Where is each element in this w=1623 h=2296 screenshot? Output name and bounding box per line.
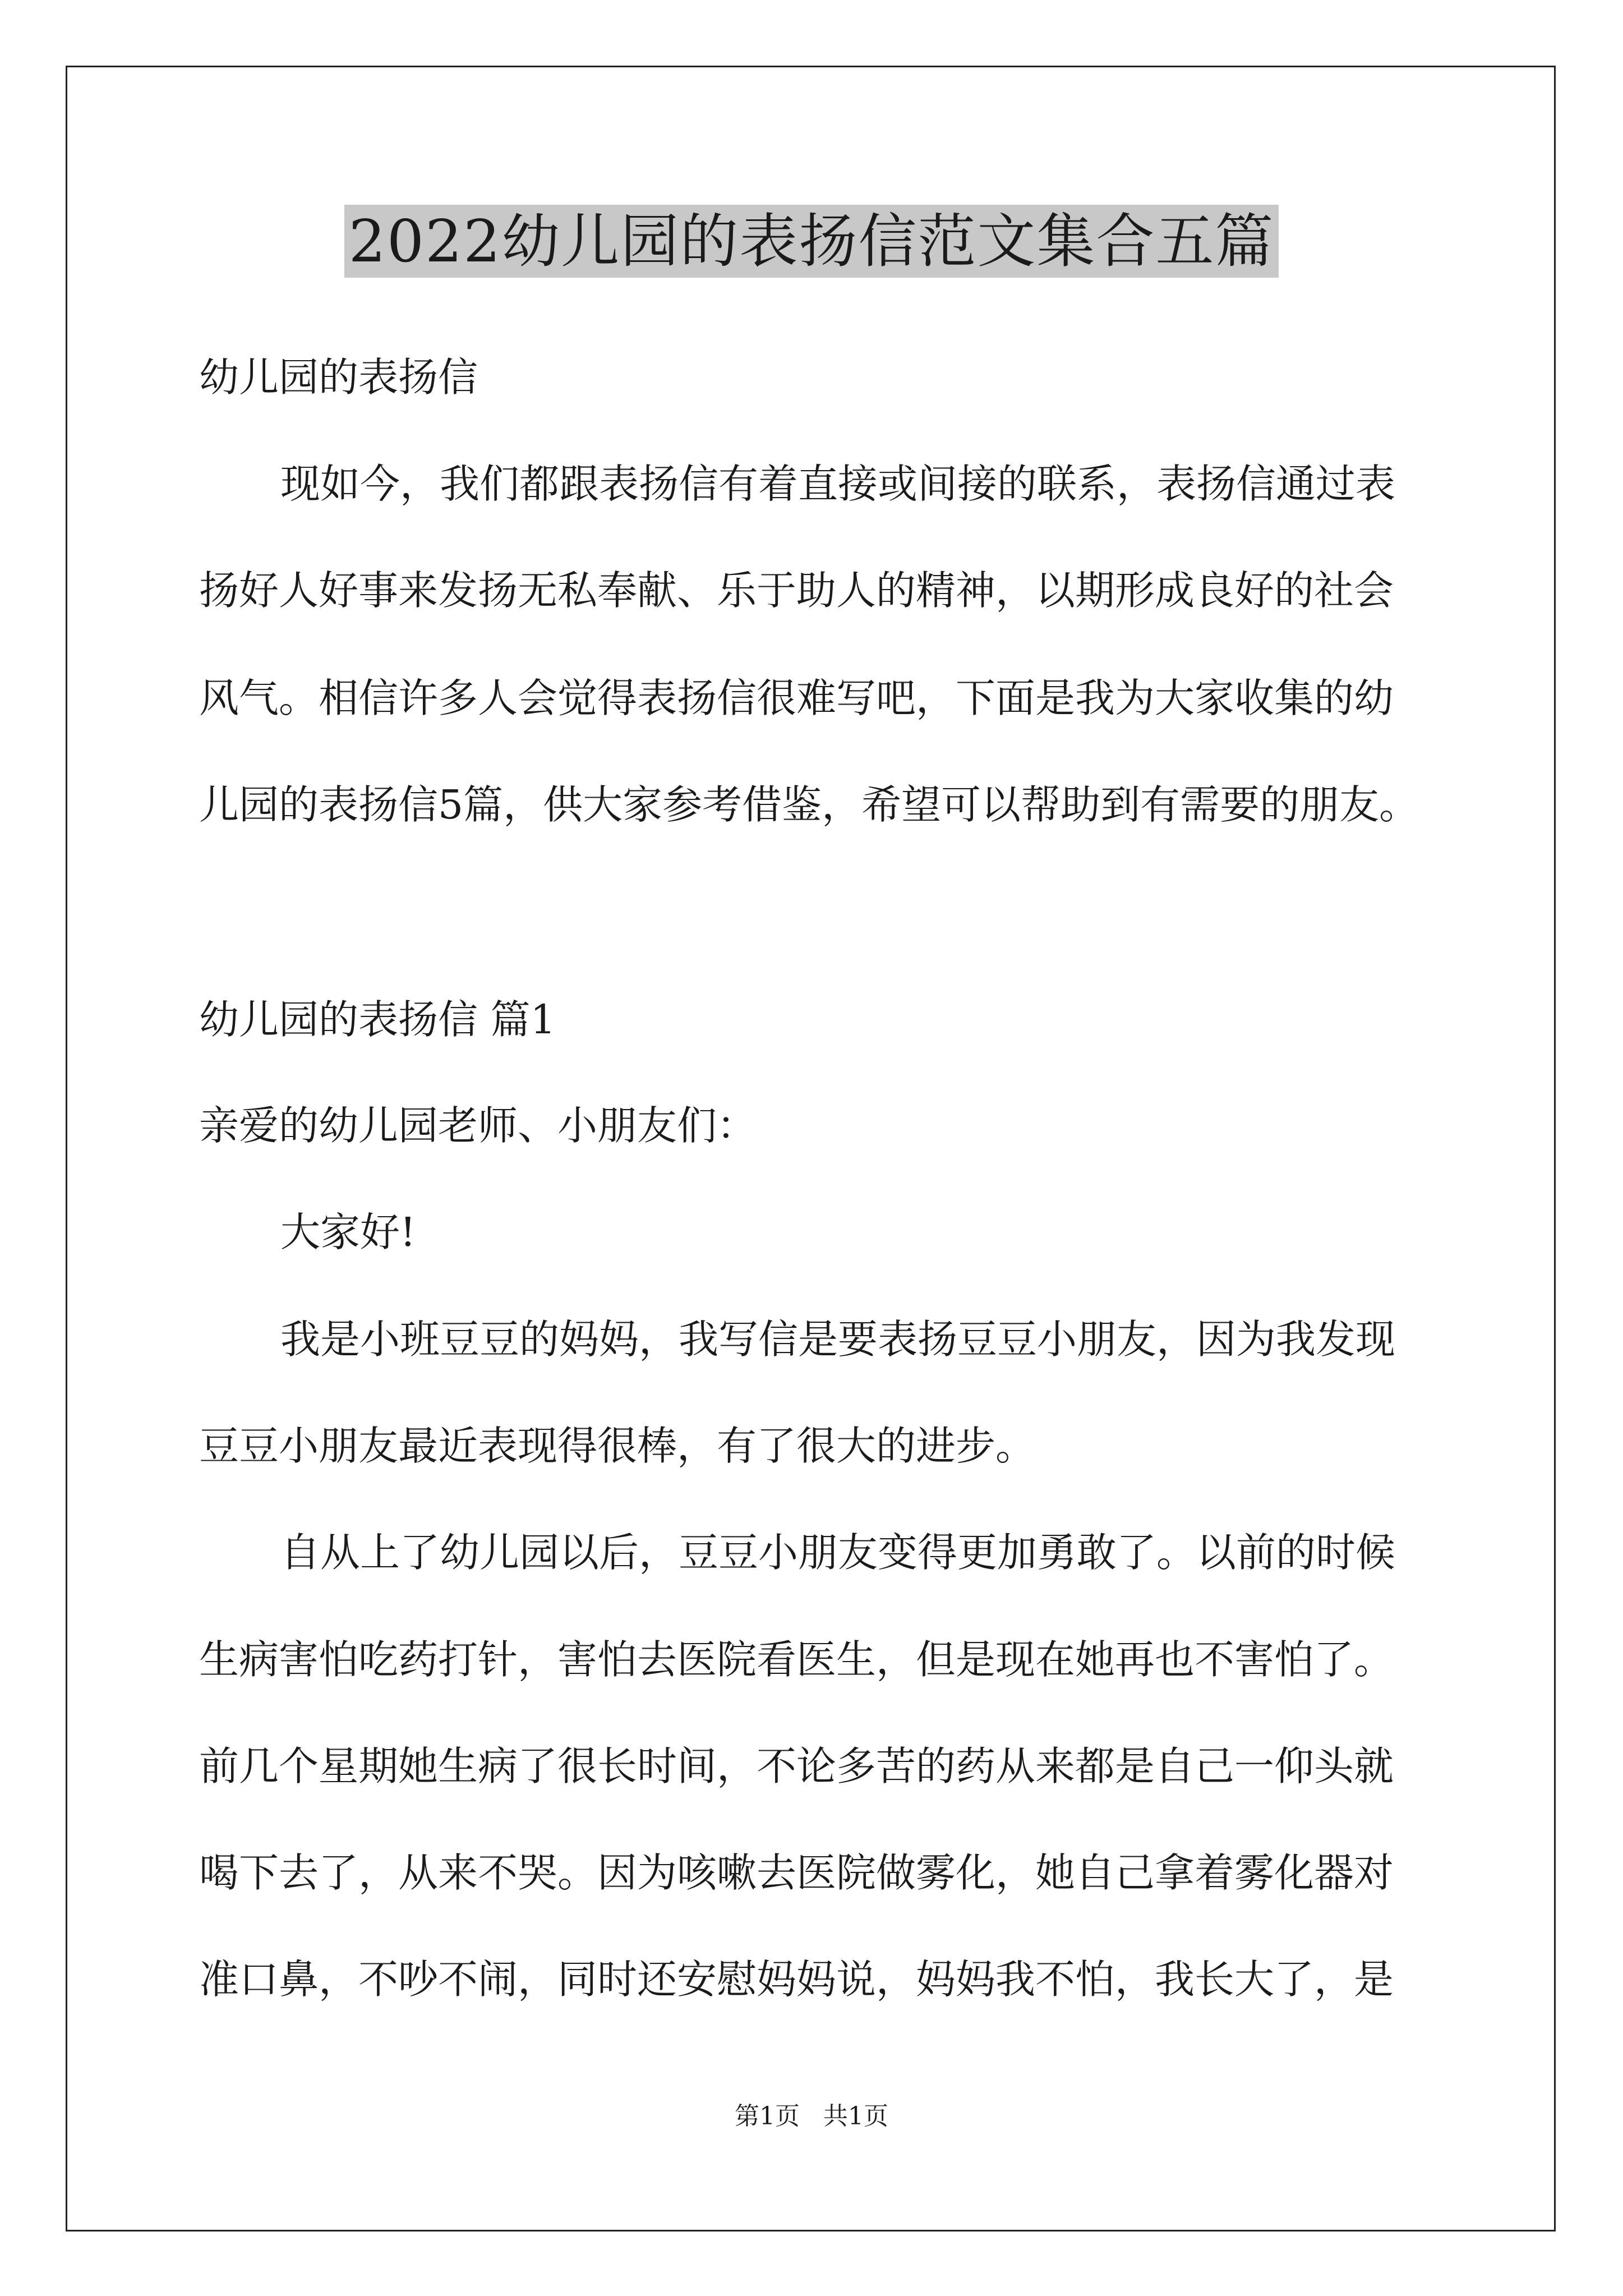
document-title: 2022幼儿园的表扬信范文集合五篇 — [344, 205, 1279, 278]
para2-line-4: 喝下去了，从来不哭。因为咳嗽去医院做雾化，她自己拿着雾化器对 — [199, 1849, 1394, 1896]
intro-heading: 幼儿园的表扬信 — [199, 354, 478, 401]
title-container — [0, 205, 1623, 278]
para2-line-1: 自从上了幼儿园以后，豆豆小朋友变得更加勇敢了。以前的时候 — [280, 1529, 1396, 1576]
intro-line-3: 风气。相信许多人会觉得表扬信很难写吧，下面是我为大家收集的幼 — [199, 675, 1394, 721]
intro-line-1: 现如今，我们都跟表扬信有着直接或间接的联系，表扬信通过表 — [280, 461, 1396, 507]
page-footer: 第1页 共1页 — [735, 2102, 888, 2131]
intro-line-2: 扬好人好事来发扬无私奉献、乐于助人的精神，以期形成良好的社会 — [199, 567, 1394, 614]
section-heading: 幼儿园的表扬信 篇1 — [199, 996, 556, 1043]
para2-line-3: 前几个星期她生病了很长时间，不论多苦的药从来都是自己一仰头就 — [199, 1743, 1394, 1789]
para1-line-1: 我是小班豆豆的妈妈，我写信是要表扬豆豆小朋友，因为我发现 — [280, 1316, 1396, 1363]
para2-line-2: 生病害怕吃药打针，害怕去医院看医生，但是现在她再也不害怕了。 — [199, 1636, 1394, 1683]
greeting: 大家好! — [280, 1209, 416, 1255]
para1-line-2: 豆豆小朋友最近表现得很棒，有了很大的进步。 — [199, 1423, 1036, 1469]
intro-line-4: 儿园的表扬信5篇，供大家参考借鉴，希望可以帮助到有需要的朋友。 — [199, 781, 1419, 828]
salutation: 亲爱的幼儿园老师、小朋友们： — [199, 1102, 757, 1149]
para2-line-5: 准口鼻，不吵不闹，同时还安慰妈妈说，妈妈我不怕，我长大了，是 — [199, 1956, 1394, 2003]
